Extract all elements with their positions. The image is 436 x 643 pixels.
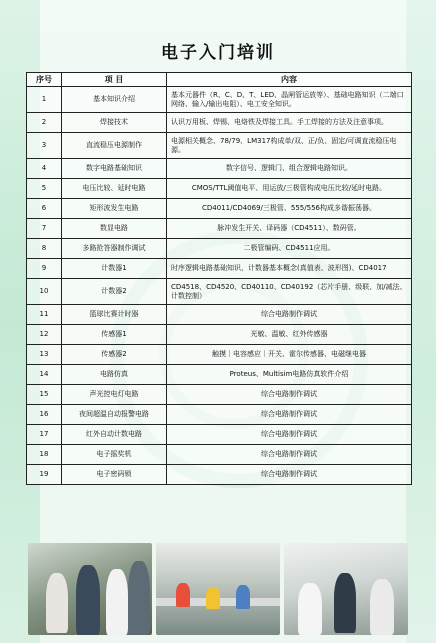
photo-students-working: [284, 543, 408, 635]
photo-soldering-group: [28, 543, 152, 635]
row-number: 4: [27, 159, 62, 179]
row-content: 认识万用板、焊锡、电烙铁及焊接工具。手工焊接的方法及注意事项。: [167, 113, 412, 133]
person-figure: [298, 583, 322, 635]
row-content: CMOS/TTL阈值电平、用运放/三极管构成电压比较/延时电路。: [167, 179, 412, 199]
person-figure: [76, 565, 100, 635]
row-content: 二极管编码、CD4511应用。: [167, 239, 412, 259]
row-item: 电子密码锁: [62, 465, 167, 485]
row-content: 综合电路制作调试: [167, 425, 412, 445]
person-figure: [206, 587, 220, 609]
row-item: 计数器2: [62, 279, 167, 305]
row-item: 计数器1: [62, 259, 167, 279]
table-row: [27, 465, 412, 485]
row-number: 5: [27, 179, 62, 199]
table-row: [27, 345, 412, 365]
row-content: 综合电路制作调试: [167, 385, 412, 405]
header-number: 序号: [27, 73, 62, 87]
person-figure: [106, 569, 128, 635]
table-row: [27, 219, 412, 239]
row-number: 19: [27, 465, 62, 485]
row-number: 6: [27, 199, 62, 219]
table-row: [27, 199, 412, 219]
row-number: 11: [27, 305, 62, 325]
row-content: 数字信号、逻辑门、组合逻辑电路知识。: [167, 159, 412, 179]
row-item: 夜间超温自动报警电路: [62, 405, 167, 425]
row-content: 综合电路制作调试: [167, 445, 412, 465]
row-number: 14: [27, 365, 62, 385]
row-number: 3: [27, 133, 62, 159]
table-row: [27, 425, 412, 445]
row-number: 15: [27, 385, 62, 405]
row-item: 矩形波发生电路: [62, 199, 167, 219]
table-row: [27, 325, 412, 345]
row-number: 17: [27, 425, 62, 445]
row-number: 7: [27, 219, 62, 239]
row-item: 多路抢答器制作调试: [62, 239, 167, 259]
table-row: [27, 113, 412, 133]
table-row: [27, 279, 412, 305]
row-item: 电路仿真: [62, 365, 167, 385]
row-item: 红外自动计数电路: [62, 425, 167, 445]
person-figure: [46, 573, 68, 633]
photo-strip: [28, 543, 408, 635]
header-content: 内容: [167, 73, 412, 87]
header-item: 项 目: [62, 73, 167, 87]
row-item: 数字电路基础知识: [62, 159, 167, 179]
row-content: 综合电路制作调试: [167, 465, 412, 485]
table-row: [27, 87, 412, 113]
person-figure: [236, 585, 250, 609]
row-item: 电子摇奖机: [62, 445, 167, 465]
person-figure: [370, 579, 394, 635]
table-header-row: [27, 73, 412, 87]
table-row: [27, 365, 412, 385]
row-content: 光敏、温敏、红外传感器: [167, 325, 412, 345]
row-number: 10: [27, 279, 62, 305]
row-item: 传感器1: [62, 325, 167, 345]
row-number: 13: [27, 345, 62, 365]
row-item: 焊接技术: [62, 113, 167, 133]
row-content: 时序逻辑电路基础知识、计数器基本概念(真值表、波形图)、CD4017: [167, 259, 412, 279]
row-content: 触摸｜电容感应｜开关、霍尔传感器、电磁继电器: [167, 345, 412, 365]
row-item: 传感器2: [62, 345, 167, 365]
row-number: 9: [27, 259, 62, 279]
row-number: 12: [27, 325, 62, 345]
table-row: [27, 159, 412, 179]
row-content: 基本元器件（R、C、D、T、LED、晶闸管运放等）、基础电路知识（二端口网络、输入/输出电阻）、电工安全知识。: [167, 87, 412, 113]
row-number: 8: [27, 239, 62, 259]
table-row: [27, 179, 412, 199]
row-content: Proteus、Multisim电路仿真软件介绍: [167, 365, 412, 385]
table-row: [27, 385, 412, 405]
table-row: [27, 133, 412, 159]
person-figure: [128, 561, 150, 635]
row-content: CD4011/CD4069/三极管、555/556构成多谐振荡器。: [167, 199, 412, 219]
row-item: 数显电路: [62, 219, 167, 239]
person-figure: [176, 583, 190, 607]
page-title: 电子入门培训: [161, 43, 275, 63]
row-item: 篮球比赛计时器: [62, 305, 167, 325]
row-content: 脉冲发生开关、译码器（CD4511）、数码管。: [167, 219, 412, 239]
row-item: 声光控电灯电路: [62, 385, 167, 405]
person-figure: [334, 573, 356, 633]
row-number: 18: [27, 445, 62, 465]
row-content: 综合电路制作调试: [167, 405, 412, 425]
row-item: 基本知识介绍: [62, 87, 167, 113]
row-number: 2: [27, 113, 62, 133]
table-row: [27, 445, 412, 465]
table-row: [27, 405, 412, 425]
row-item: 电压比较、延时电路: [62, 179, 167, 199]
table-row: [27, 239, 412, 259]
row-item: 直流稳压电源制作: [62, 133, 167, 159]
table-row: [27, 259, 412, 279]
photo-classroom: [156, 543, 280, 635]
row-content: 电源相关概念、78/79、LM317构成单/双、正/负、固定/可调直流稳压电源。: [167, 133, 412, 159]
training-table: [26, 72, 412, 485]
row-content: 综合电路制作调试: [167, 305, 412, 325]
table-row: [27, 305, 412, 325]
row-number: 1: [27, 87, 62, 113]
row-number: 16: [27, 405, 62, 425]
row-content: CD4518、CD4520、CD40110、CD40192（芯片手册、级联、加/减法、计数控制）: [167, 279, 412, 305]
